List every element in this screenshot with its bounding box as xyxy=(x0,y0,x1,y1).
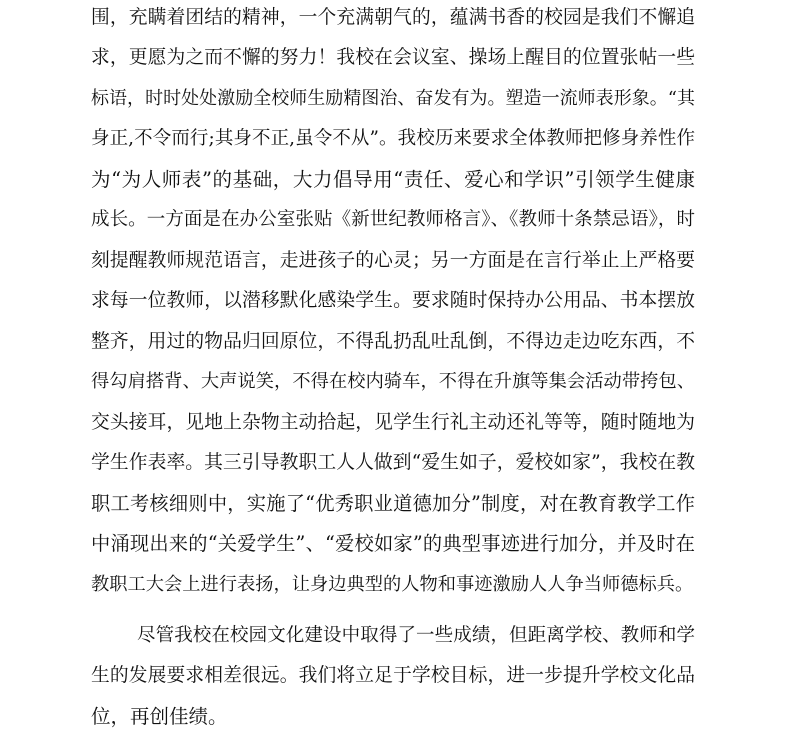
text-line: 交头接耳，见地上杂物主动拾起，见学生行礼主动还礼等等，随时随地为 xyxy=(91,412,695,433)
text-line: 位，再创佳绩。 xyxy=(91,705,228,728)
text-line: 刻提醒教师规范语言，走进孩子的心灵；另一方面是在言行举止上严格要 xyxy=(91,250,695,271)
text-line: 求，更愿为之而不懈的努力！我校在会议室、操场上醒目的位置张帖一些 xyxy=(91,47,695,68)
text-line: 标语，时时处处激励全校师生励精图治、奋发有为。塑造一流师表形象。“其 xyxy=(91,88,695,109)
text-line: 得勾肩搭背、大声说笑，不得在校内骑车，不得在升旗等集会活动带挎包、 xyxy=(91,371,695,392)
text-line: 为“为人师表”的基础，大力倡导用“责任、爱心和学识”引领学生健康 xyxy=(91,168,695,191)
text-line: 教职工大会上进行表扬，让身边典型的人物和事迹激励人人争当师德标兵。 xyxy=(91,574,694,595)
text-line: 身正,不令而行;其身不正,虽令不从”。我校历来要求全体教师把修身养性作 xyxy=(91,128,695,149)
text-line: 围，充瞒着团结的精神，一个充满朝气的，蕴满书香的校园是我们不懈追 xyxy=(91,7,695,28)
text-line: 尽管我校在校园文化建设中取得了一些成绩，但距离学校、教师和学 xyxy=(137,625,695,646)
text-line: 求每一位教师，以潜移默化感染学生。要求随时保持办公用品、书本摆放 xyxy=(91,290,695,311)
text-line: 学生作表率。其三引导教职工人人做到“爱生如子，爱校如家”，我校在教 xyxy=(91,452,695,473)
text-line: 职工考核细则中，实施了“优秀职业道德加分”制度，对在教育教学工作 xyxy=(91,492,695,515)
text-line: 整齐，用过的物品归回原位，不得乱扔乱吐乱倒，不得边走边吃东西，不 xyxy=(91,331,695,352)
text-line: 生的发展要求相差很远。我们将立足于学校目标，进一步提升学校文化品 xyxy=(91,665,695,686)
text-line: 成长。一方面是在办公室张贴《新世纪教师格言》、《教师十条禁忌语》，时 xyxy=(91,209,695,230)
text-line: 中涌现出来的“关爱学生”、“爱校如家”的典型事迹进行加分，并及时在 xyxy=(91,532,695,555)
